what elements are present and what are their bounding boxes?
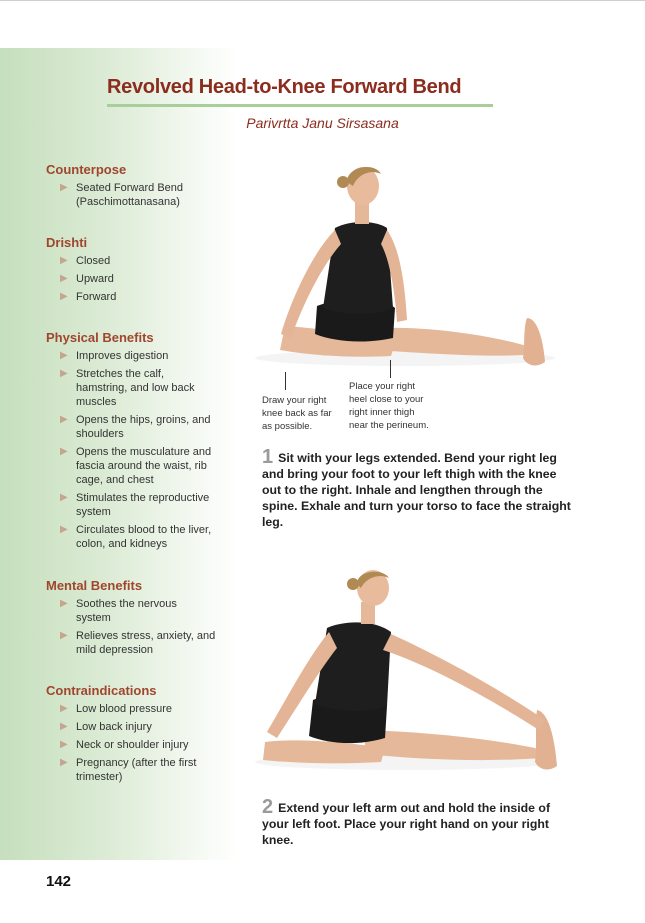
pose-photo-step-1	[255, 158, 565, 380]
triangle-bullet-icon: ▶	[60, 273, 68, 284]
triangle-bullet-icon: ▶	[60, 721, 68, 732]
triangle-bullet-icon: ▶	[60, 414, 68, 425]
page-number: 142	[46, 873, 72, 890]
title-underline	[107, 104, 493, 107]
physical-benefits-heading: Physical Benefits	[46, 330, 154, 345]
triangle-bullet-icon: ▶	[60, 739, 68, 750]
list-item: ▶ Low back injury	[60, 721, 152, 733]
triangle-bullet-icon: ▶	[60, 368, 68, 379]
drishti-heading: Drishti	[46, 235, 88, 250]
counterpose-list	[60, 181, 230, 209]
contraindications-heading: Contraindications	[46, 683, 157, 698]
list-item: ▶ Low blood pressure	[60, 703, 173, 715]
caption-leader-line	[285, 372, 286, 390]
list-item: ▶ Upward	[60, 273, 114, 285]
list-item: ▶ Soothes the nervous system	[60, 598, 177, 624]
caption-knee: Draw your right knee back as far as possible.	[262, 395, 332, 432]
list-item: ▶ Closed	[60, 255, 111, 267]
mental-benefits-list	[60, 597, 230, 657]
list-item: ▶ Seated Forward Bend (Paschimottanasana)	[60, 182, 184, 208]
list-item: ▶ Pregnancy (after the first trimester)	[60, 757, 197, 783]
triangle-bullet-icon: ▶	[60, 703, 68, 714]
drishti-list	[60, 254, 230, 304]
physical-benefits-list	[60, 349, 230, 551]
list-item: ▶ Forward	[60, 291, 117, 303]
list-item: ▶ Stimulates the reproductive system	[60, 492, 210, 518]
step-2-instruction: 2 Extend your left arm out and hold the inside of your left foot. Place your right hand on your right knee.	[262, 796, 551, 847]
caption-leader-line	[390, 360, 391, 378]
counterpose-heading: Counterpose	[46, 162, 127, 177]
list-item: ▶ Stretches the calf, hamstring, and low back muscles	[60, 368, 195, 408]
pose-photo-step-2	[255, 570, 565, 782]
mental-benefits-heading: Mental Benefits	[46, 578, 143, 593]
triangle-bullet-icon: ▶	[60, 350, 68, 361]
sanskrit-subtitle: Parivrtta Janu Sirsasana	[246, 115, 399, 131]
list-item: ▶ Relieves stress, anxiety, and mild depression	[60, 630, 216, 656]
triangle-bullet-icon: ▶	[60, 291, 68, 302]
triangle-bullet-icon: ▶	[60, 182, 68, 193]
step-number: 1	[262, 446, 274, 468]
triangle-bullet-icon: ▶	[60, 524, 68, 535]
caption-heel: Place your right heel close to your right inner thigh near the perineum.	[349, 381, 429, 431]
contraindications-list	[60, 702, 230, 784]
list-item: ▶ Improves digestion	[60, 350, 169, 362]
triangle-bullet-icon: ▶	[60, 492, 68, 503]
triangle-bullet-icon: ▶	[60, 757, 68, 768]
triangle-bullet-icon: ▶	[60, 598, 68, 609]
list-item: ▶ Opens the hips, groins, and shoulders	[60, 414, 211, 440]
step-1-instruction: 1 Sit with your legs extended. Bend your right leg and bring your foot to your left thigh with the knee out to the right. Inhale and lengthen through the spine. Exhale and turn your torso to face the straight leg.	[262, 446, 571, 529]
triangle-bullet-icon: ▶	[60, 255, 68, 266]
list-item: ▶ Opens the musculature and fascia around the waist, rib cage, and chest	[60, 446, 212, 486]
triangle-bullet-icon: ▶	[60, 446, 68, 457]
top-border	[0, 0, 645, 1]
step-number: 2	[262, 796, 274, 818]
triangle-bullet-icon: ▶	[60, 630, 68, 641]
list-item: ▶ Neck or shoulder injury	[60, 739, 189, 751]
page-title: Revolved Head-to-Knee Forward Bend	[107, 76, 462, 98]
list-item: ▶ Circulates blood to the liver, colon, and kidneys	[60, 524, 212, 550]
